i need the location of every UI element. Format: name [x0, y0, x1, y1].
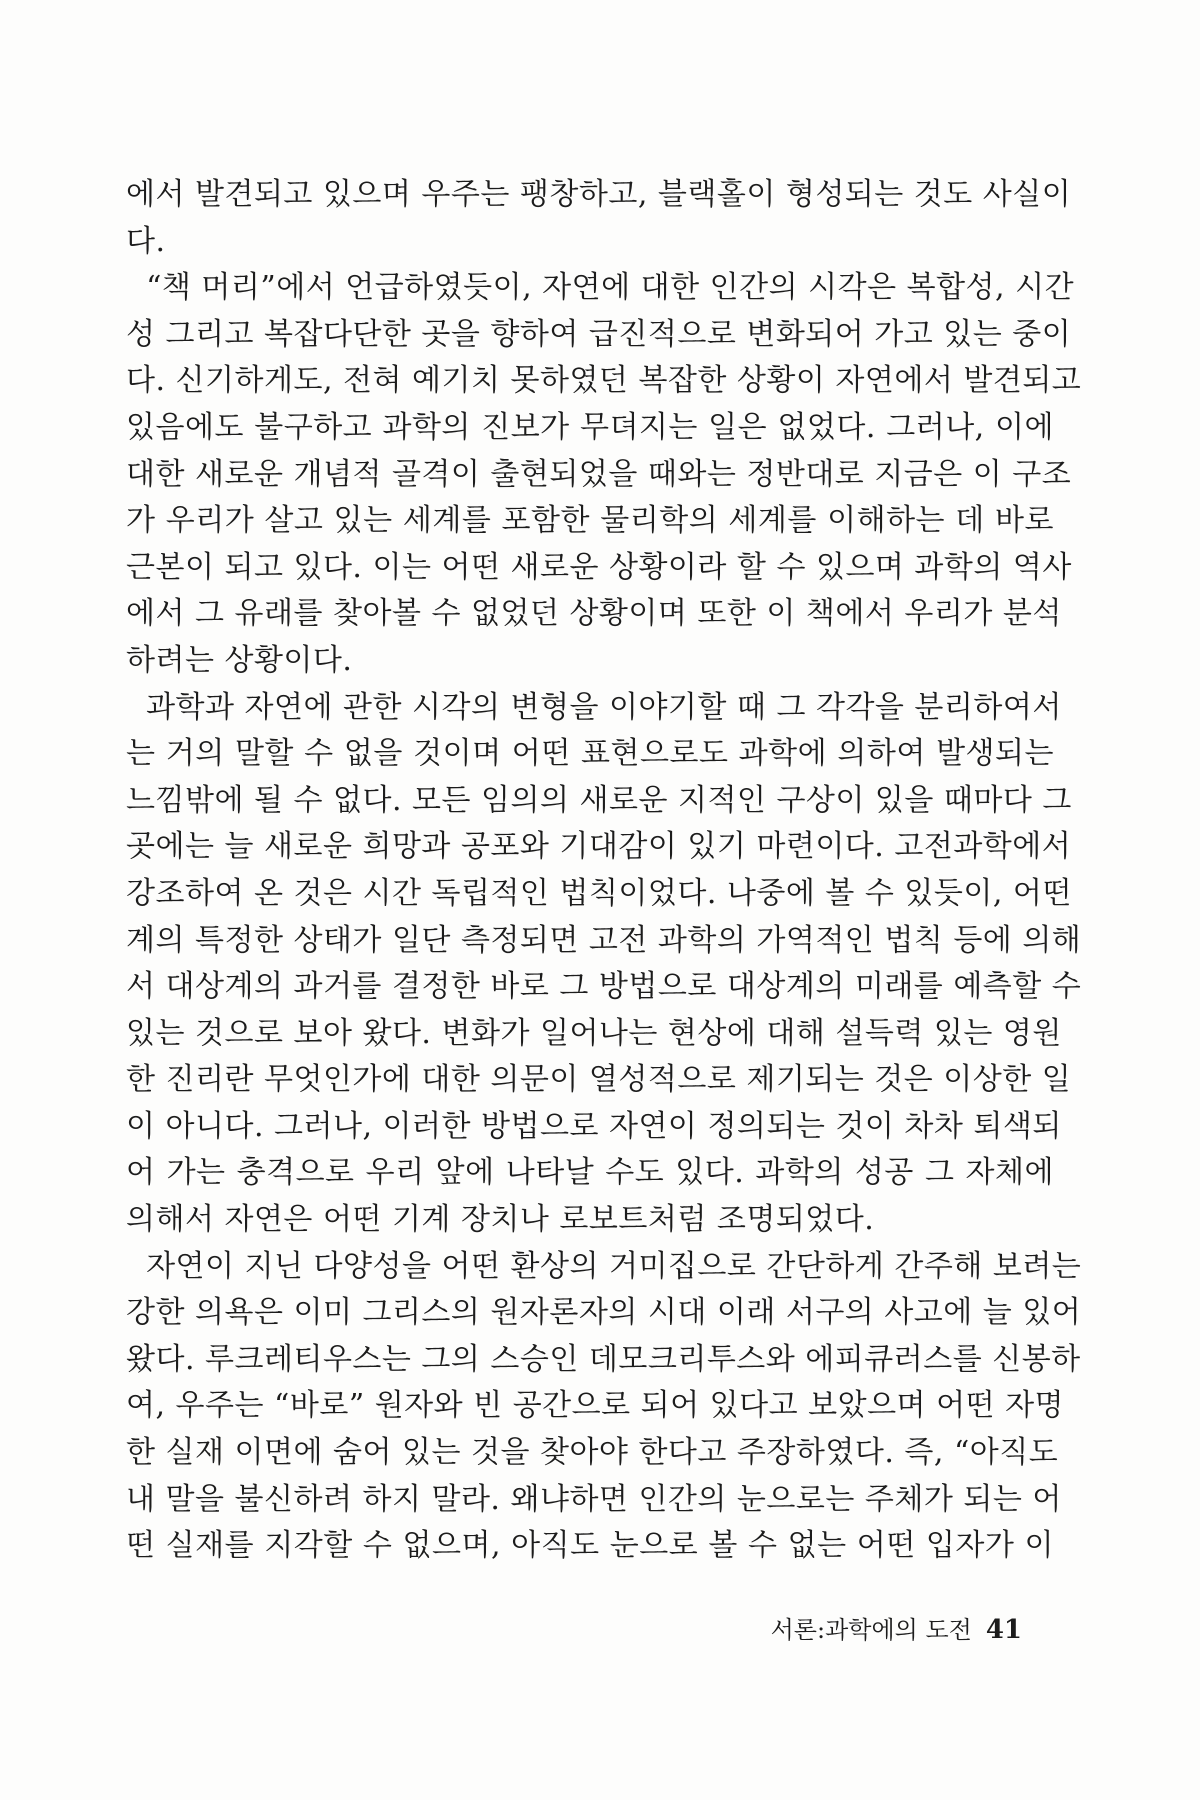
text-line: 자연이 지닌 다양성을 어떤 환상의 거미집으로 간단하게 간주해 보려는: [126, 1248, 1082, 1284]
body-text: [126, 172, 1082, 1570]
text-line: 가 우리가 살고 있는 세계를 포함한 물리학의 세계를 이해하는 데 바로: [126, 503, 1054, 539]
text-line: 에서 발견되고 있으며 우주는 팽창하고, 블랙홀이 형성되는 것도 사실이: [126, 177, 1072, 212]
text-line: 강한 의욕은 이미 그리스의 원자론자의 시대 이래 서구의 사고에 늘 있어: [126, 1295, 1082, 1331]
text-line: 하려는 상황이다.: [126, 642, 353, 678]
text-line: 의해서 자연은 어떤 기계 장치나 로보트처럼 조명되었다.: [126, 1202, 875, 1238]
text-line: 에서 그 유래를 찾아볼 수 없었던 상황이며 또한 이 책에서 우리가 분석: [126, 596, 1062, 632]
text-line: 있는 것으로 보아 왔다. 변화가 일어나는 현상에 대해 설득력 있는 영원: [126, 1015, 1062, 1051]
text-line: 대한 새로운 개념적 골격이 출현되었을 때와는 정반대로 지금은 이 구조: [126, 456, 1072, 492]
page-number: 41: [985, 1615, 1022, 1645]
page-footer: [771, 1610, 1022, 1645]
text-line: 어 가는 충격으로 우리 앞에 나타날 수도 있다. 과학의 성공 그 자체에: [126, 1155, 1054, 1191]
text-line: 계의 특정한 상태가 일단 측정되면 고전 과학의 가역적인 법칙 등에 의해: [126, 922, 1082, 958]
text-line: 성 그리고 복잡다단한 곳을 향하여 급진적으로 변화되어 가고 있는 중이: [126, 316, 1072, 352]
text-line: 는 거의 말할 수 없을 것이며 어떤 표현으로도 과학에 의하여 발생되는: [126, 736, 1054, 772]
text-line: 근본이 되고 있다. 이는 어떤 새로운 상황이라 할 수 있으며 과학의 역사: [126, 549, 1072, 585]
text-line: 한 실재 이면에 숨어 있는 것을 찾아야 한다고 주장하였다. 즉, “아직도: [126, 1435, 1059, 1471]
text-line: 있음에도 불구하고 과학의 진보가 무뎌지는 일은 없었다. 그러나, 이에: [126, 409, 1054, 445]
text-line: 서 대상계의 과거를 결정한 바로 그 방법으로 대상계의 미래를 예측할 수: [126, 969, 1082, 1005]
text-line: 다. 신기하게도, 전혀 예기치 못하였던 복잡한 상황이 자연에서 발견되고: [126, 363, 1082, 399]
text-line: “책 머리”에서 언급하였듯이, 자연에 대한 인간의 시각은 복합성, 시간: [126, 270, 1075, 306]
text-line: 느낌밖에 될 수 없다. 모든 임의의 새로운 지적인 구상이 있을 때마다 그: [126, 782, 1072, 818]
text-line: 왔다. 루크레티우스는 그의 스승인 데모크리투스와 에피큐러스를 신봉하: [126, 1341, 1081, 1377]
text-line: 과학과 자연에 관한 시각의 변형을 이야기할 때 그 각각을 분리하여서: [126, 689, 1062, 725]
text-line: 다.: [126, 223, 166, 259]
text-line: 내 말을 불신하려 하지 말라. 왜냐하면 인간의 눈으로는 주체가 되는 어: [126, 1481, 1062, 1517]
text-line: 곳에는 늘 새로운 희망과 공포와 기대감이 있기 마련이다. 고전과학에서: [126, 829, 1072, 865]
text-line: 이 아니다. 그러나, 이러한 방법으로 자연이 정의되는 것이 차차 퇴색되: [126, 1108, 1062, 1144]
text-line: 강조하여 온 것은 시간 독립적인 법칙이었다. 나중에 볼 수 있듯이, 어떤: [126, 875, 1072, 911]
text-line: 한 진리란 무엇인가에 대한 의문이 열성적으로 제기되는 것은 이상한 일: [126, 1062, 1072, 1098]
text-line: 떤 실재를 지각할 수 없으며, 아직도 눈으로 볼 수 없는 어떤 입자가 이: [126, 1528, 1054, 1564]
running-title: 서론:과학에의 도전: [770, 1616, 972, 1644]
text-line: 여, 우주는 “바로” 원자와 빈 공간으로 되어 있다고 보았으며 어떤 자명: [126, 1388, 1065, 1424]
